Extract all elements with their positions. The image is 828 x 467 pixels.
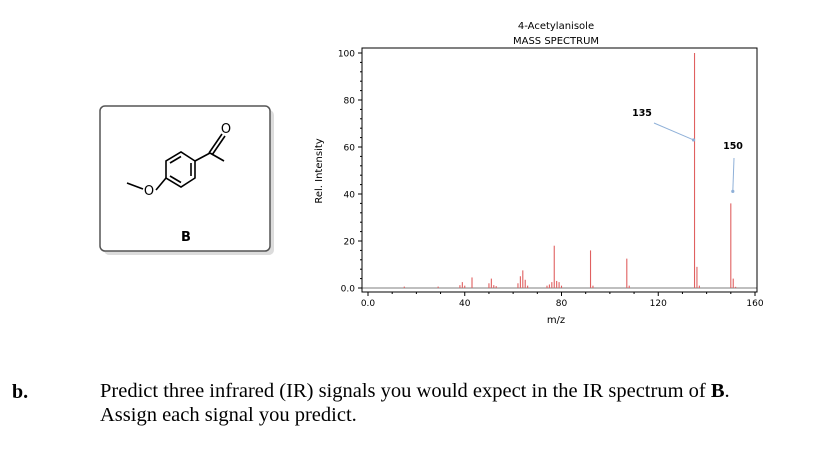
question-text-part-2: . — [724, 380, 730, 402]
annotation-label-135: 135 — [632, 108, 652, 119]
x-tick-labels — [361, 299, 764, 309]
mass-spectrum-chart — [314, 21, 764, 326]
x-tick-label: 40 — [459, 299, 471, 309]
x-tick-label: 0.0 — [360, 299, 376, 309]
x-tick-label: 80 — [555, 299, 568, 309]
annotation-marker-150 — [731, 190, 734, 193]
question-letter: b. — [12, 381, 29, 403]
x-axis-label: m/z — [546, 315, 566, 326]
y-tick-label: 100 — [337, 49, 355, 60]
structure-panel — [100, 106, 274, 255]
annotation-leader-150 — [733, 158, 734, 191]
axis-ticks — [358, 53, 757, 296]
x-tick-label: 160 — [746, 299, 764, 309]
y-tick-label: 40 — [343, 190, 355, 201]
y-axis-label: Rel. Intensity — [314, 138, 325, 204]
y-tick-labels — [338, 50, 355, 295]
question-text-part-3: Assign each signal you predict. — [100, 404, 357, 426]
chart-subtitle: MASS SPECTRUM — [512, 36, 600, 47]
annotation-marker-135 — [692, 138, 695, 141]
y-tick-label: 80 — [343, 96, 355, 107]
spectrum-peaks — [404, 53, 735, 288]
annotation-leader-135 — [654, 123, 694, 140]
question-text-part-1: Predict three infrared (IR) signals you would expect in the IR spectrum of — [100, 380, 706, 402]
compound-label: B — [181, 230, 191, 245]
y-tick-label: 0.0 — [340, 284, 355, 295]
x-tick-label: 120 — [649, 299, 667, 309]
question-compound-ref: B — [710, 380, 725, 402]
y-tick-label: 20 — [343, 237, 355, 248]
oxygen-ether-label: O — [143, 184, 155, 199]
oxygen-carbonyl-label: O — [220, 122, 232, 137]
annotation-label-150: 150 — [723, 141, 743, 152]
chart-title: 4-Acetylanisole — [517, 21, 595, 32]
question-text — [100, 379, 815, 427]
peak-annotations — [632, 108, 746, 193]
y-tick-label: 60 — [343, 143, 355, 154]
plot-frame — [362, 48, 757, 292]
